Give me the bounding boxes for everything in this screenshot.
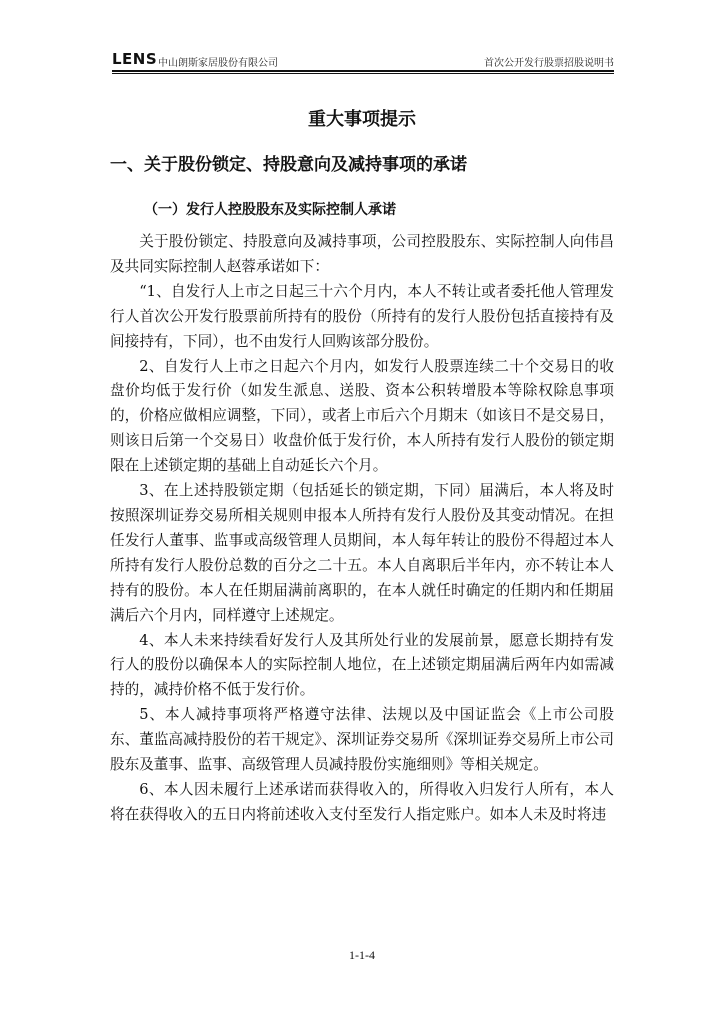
company-name: 中山朗斯家居股份有限公司 (158, 58, 278, 69)
paragraph: 3、在上述持股锁定期（包括延长的锁定期，下同）届满后，本人将及时按照深圳证券交易所相关规则申报本人所持有发行人股份及其变动情况。在担任发行人董事、监事或高级管理人员期间，本人每年转让的股份不得超过本人所持有发行人股份总数的百分之二十五。本人自离职后半年内，亦不转让本人持有的股份。本人在任期届满前离职的，在本人就任时确定的任期内和任期届满后六个月内，同样遵守上述规定。 (110, 482, 614, 624)
header-rule-thin (112, 73, 614, 74)
document-title: 首次公开发行股票招股说明书 (484, 58, 614, 69)
header-rule-thick (112, 70, 614, 72)
section-title: 一、关于股份锁定、持股意向及减持事项的承诺 (110, 155, 467, 175)
paragraph: 关于股份锁定、持股意向及减持事项，公司控股股东、实际控制人向伟昌及共同实际控制人赵蓉承诺如下： (110, 233, 614, 275)
main-title: 重大事项提示 (308, 109, 416, 130)
sub-title: （一）发行人控股股东及实际控制人承诺 (144, 202, 396, 218)
page-header (112, 50, 614, 70)
page-number: 1-1-4 (349, 948, 375, 962)
paragraph: 6、本人因未履行上述承诺而获得收入的，所得收入归发行人所有，本人将在获得收入的五日内将前述收入支付至发行人指定账户。如本人未及时将违 (110, 780, 614, 823)
body-text (110, 230, 614, 828)
paragraph: “1、自发行人上市之日起三十六个月内，本人不转让或者委托他人管理发行人首次公开发行股票前所持有的股份（所持有的发行人股份包括直接持有及间接持有，下同），也不由发行人回购该部分股份。 (110, 282, 614, 350)
company-logo: LENS (112, 50, 158, 68)
paragraph: 5、本人减持事项将严格遵守法律、法规以及中国证监会《上市公司股东、董监高减持股份的若干规定》、深圳证券交易所《深圳证券交易所上市公司股东及董事、监事、高级管理人员减持股份实施细则》等相关规定。 (110, 706, 614, 774)
paragraph: 2、自发行人上市之日起六个月内，如发行人股票连续二十个交易日的收盘价均低于发行价（如发生派息、送股、资本公积转增股本等除权除息事项的，价格应做相应调整，下同），或者上市后六个月期末（如该日不是交易日，则该日后第一个交易日）收盘价低于发行价，本人所持有发行人股份的锁定期限在上述锁定期的基础上自动延长六个月。 (110, 357, 614, 475)
paragraph: 4、本人未来持续看好发行人及其所处行业的发展前景，愿意长期持有发行人的股份以确保本人的实际控制人地位，在上述锁定期届满后两年内如需减持的，减持价格不低于发行价。 (110, 631, 614, 699)
